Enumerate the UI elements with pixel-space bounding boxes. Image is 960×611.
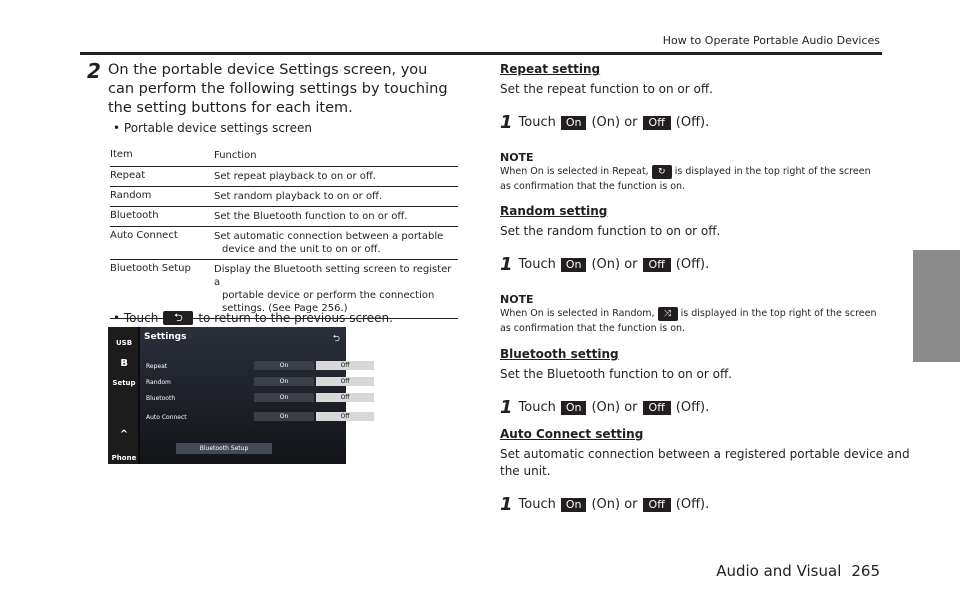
- autoconnect-heading: Auto Connect setting: [500, 427, 644, 441]
- bullet-back: [113, 311, 393, 325]
- touch-end: (Off).: [675, 497, 710, 512]
- on-button: On: [561, 498, 587, 512]
- random-heading: Random setting: [500, 204, 608, 218]
- step-text: On the portable device Settings screen, you can perform the following settings by touching the setting buttons for each item.: [108, 62, 448, 116]
- cell-line: Display the Bluetooth setting screen to register a: [214, 264, 452, 288]
- running-header: How to Operate Portable Audio Devices: [662, 34, 880, 47]
- screen-row-label: Auto Connect: [146, 414, 187, 421]
- bluetooth-desc: Set the Bluetooth function to on or off.: [500, 367, 733, 381]
- settings-screenshot: [108, 327, 350, 464]
- step-number: 1: [500, 397, 513, 418]
- autoconnect-desc-1: Set automatic connection between a registered portable device and: [500, 447, 910, 461]
- shuffle-indicator-icon: ⤨: [658, 307, 678, 321]
- step-number: 1: [500, 494, 513, 515]
- step-number: 2: [87, 59, 101, 83]
- note-heading: NOTE: [500, 151, 534, 164]
- bullet-back-post: to return to the previous screen.: [198, 311, 393, 325]
- off-button: Off: [643, 401, 671, 415]
- table-row: [110, 167, 458, 187]
- header-function: Function: [214, 150, 257, 161]
- screen-off-button: Off: [316, 377, 374, 386]
- screen-on-button: On: [254, 412, 314, 421]
- screen-on-button: On: [254, 393, 314, 402]
- screen-off-button: Off: [316, 412, 374, 421]
- screen-off-button: Off: [316, 361, 374, 370]
- repeat-touch-line: [500, 112, 709, 133]
- screen-on-button: On: [254, 361, 314, 370]
- touch-mid: (On) or: [591, 400, 638, 415]
- header-rule: [80, 52, 882, 55]
- screen-on-button: On: [254, 377, 314, 386]
- bullet-back-pre: • Touch: [113, 311, 159, 325]
- touch-mid: (On) or: [591, 497, 638, 512]
- cell-line: settings. (See Page 256.): [222, 303, 348, 314]
- cell-function: Set the Bluetooth function to on or off.: [214, 211, 408, 222]
- screen-bt-setup-button: Bluetooth Setup: [176, 443, 272, 454]
- cell-item: Bluetooth Setup: [110, 263, 191, 274]
- table-row: [110, 187, 458, 207]
- repeat-note: [500, 164, 880, 194]
- touch-label: Touch: [518, 497, 556, 512]
- cell-item: Random: [110, 190, 152, 201]
- section-tab: [913, 250, 960, 362]
- screen-sidebar: [108, 327, 138, 464]
- on-button: On: [561, 258, 587, 272]
- touch-end: (Off).: [675, 115, 710, 130]
- cell-item: Repeat: [110, 170, 146, 181]
- cell-item: Auto Connect: [110, 230, 178, 241]
- screen-title: Settings: [144, 332, 187, 342]
- off-button: Off: [643, 116, 671, 130]
- header-item: Item: [110, 149, 133, 160]
- repeat-indicator-icon: ↻: [652, 165, 672, 179]
- cell-function: [214, 230, 458, 256]
- screen-row-label: Bluetooth: [146, 395, 176, 402]
- repeat-desc: Set the repeat function to on or off.: [500, 82, 713, 96]
- footer: [716, 562, 880, 580]
- page-number: 265: [851, 562, 880, 580]
- autoconnect-desc-2: the unit.: [500, 464, 551, 478]
- footer-section: Audio and Visual: [716, 562, 842, 580]
- cell-function: Set random playback to on or off.: [214, 191, 383, 202]
- on-button: On: [561, 116, 587, 130]
- screen-off-button: Off: [316, 393, 374, 402]
- autoconnect-touch-line: [500, 494, 709, 515]
- screen-panel: [140, 327, 350, 464]
- touch-label: Touch: [518, 257, 556, 272]
- table-row: [110, 207, 458, 227]
- cell-function: Set repeat playback to on or off.: [214, 171, 376, 182]
- random-note: [500, 306, 880, 336]
- cell-line: Set automatic connection between a portable: [214, 231, 444, 242]
- bluetooth-heading: Bluetooth setting: [500, 347, 619, 361]
- screen-back-icon: ⮌: [332, 334, 340, 344]
- touch-mid: (On) or: [591, 115, 638, 130]
- touch-mid: (On) or: [591, 257, 638, 272]
- touch-label: Touch: [518, 115, 556, 130]
- cell-line: portable device or perform the connection: [222, 290, 435, 301]
- screen-row-label: Random: [146, 379, 171, 386]
- screen-row-label: Repeat: [146, 363, 168, 370]
- note-post: is displayed in the top right of the screen as confirmation that the function is on.: [500, 166, 871, 192]
- touch-end: (Off).: [675, 400, 710, 415]
- off-button: Off: [643, 258, 671, 272]
- bluetooth-icon: ʙ: [120, 355, 128, 369]
- usb-icon: USB: [115, 339, 133, 347]
- back-icon: ⮌: [163, 311, 193, 325]
- cell-line: device and the unit to on or off.: [222, 244, 381, 255]
- bluetooth-touch-line: [500, 397, 709, 418]
- note-pre: When On is selected in Repeat,: [500, 166, 649, 177]
- setup-icon: Setup: [112, 379, 136, 387]
- settings-table: [110, 146, 458, 319]
- note-heading: NOTE: [500, 293, 534, 306]
- bullet-settings-screen: • Portable device settings screen: [113, 121, 312, 135]
- note-post: is displayed in the top right of the screen as confirmation that the function is on.: [500, 308, 877, 334]
- touch-label: Touch: [518, 400, 556, 415]
- touch-end: (Off).: [675, 257, 710, 272]
- random-touch-line: [500, 254, 709, 275]
- repeat-heading: Repeat setting: [500, 62, 601, 76]
- step-number: 1: [500, 112, 513, 133]
- note-pre: When On is selected in Random,: [500, 308, 655, 319]
- phone-icon: Phone: [111, 454, 137, 462]
- table-row: [110, 227, 458, 260]
- chevron-up-icon: ^: [119, 429, 129, 440]
- on-button: On: [561, 401, 587, 415]
- cell-function: [214, 263, 458, 315]
- cell-item: Bluetooth: [110, 210, 159, 221]
- off-button: Off: [643, 498, 671, 512]
- random-desc: Set the random function to on or off.: [500, 224, 721, 238]
- step-number: 1: [500, 254, 513, 275]
- table-header-row: [110, 146, 458, 167]
